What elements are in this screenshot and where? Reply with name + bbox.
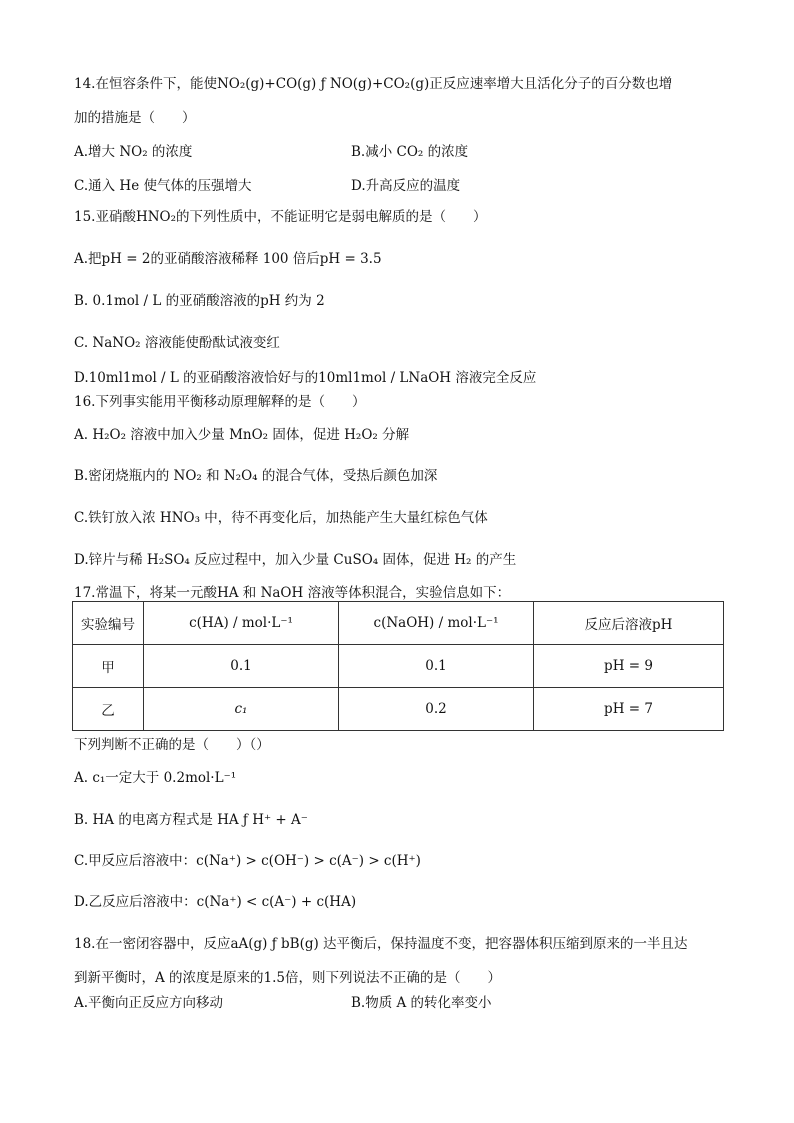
q18-option-a: A.平衡向正反应方向移动 bbox=[74, 995, 224, 1011]
q17-prompt: 下列判断不正确的是（ ）（） bbox=[74, 737, 270, 753]
q16-option-c: C.铁钉放入浓 HNO₃ 中，待不再变化后，加热能产生大量红棕色气体 bbox=[74, 510, 488, 526]
q14-option-d: D.升高反应的温度 bbox=[351, 178, 461, 194]
q15-option-d: D.10ml1mol / L 的亚硝酸溶液恰好与的10ml1mol / LNaOH 溶液完全反应 bbox=[74, 370, 537, 386]
table-cell: 0.1 bbox=[144, 645, 339, 688]
q16-stem: 16.下列事实能用平衡移动原理解释的是（ ） bbox=[74, 394, 366, 410]
header-cell: 反应后溶液pH bbox=[534, 602, 724, 645]
q18-stem-line2: 到新平衡时，A 的浓度是原来的1.5倍，则下列说法不正确的是（ ） bbox=[74, 970, 502, 986]
q14-option-a: A.增大 NO₂ 的浓度 bbox=[74, 144, 193, 160]
q18-option-b: B.物质 A 的转化率变小 bbox=[351, 995, 492, 1011]
table-row bbox=[73, 688, 724, 731]
q15-stem: 15.亚硝酸HNO₂的下列性质中，不能证明它是弱电解质的是（ ） bbox=[74, 209, 487, 225]
q16-option-b: B.密闭烧瓶内的 NO₂ 和 N₂O₄ 的混合气体，受热后颜色加深 bbox=[74, 468, 438, 484]
q17-stem: 17.常温下，将某一元酸HA 和 NaOH 溶液等体积混合，实验信息如下： bbox=[74, 585, 511, 601]
q16-option-d: D.锌片与稀 H₂SO₄ 反应过程中，加入少量 CuSO₄ 固体，促进 H₂ 的产生 bbox=[74, 552, 517, 568]
table-row bbox=[73, 645, 724, 688]
q17-option-a: A. c₁一定大于 0.2mol·L⁻¹ bbox=[74, 770, 237, 786]
table-cell: 0.2 bbox=[339, 688, 534, 731]
q15-option-c: C. NaNO₂ 溶液能使酚酞试液变红 bbox=[74, 335, 280, 351]
table-cell: pH = 7 bbox=[534, 688, 724, 731]
q16-option-a: A. H₂O₂ 溶液中加入少量 MnO₂ 固体，促进 H₂O₂ 分解 bbox=[74, 427, 410, 443]
table-cell: 0.1 bbox=[339, 645, 534, 688]
table-cell: c₁ bbox=[144, 688, 339, 731]
q14-stem-line2: 加的措施是（ ） bbox=[74, 110, 196, 126]
q17-option-d: D.乙反应后溶液中：c(Na⁺) < c(A⁻) + c(HA) bbox=[74, 894, 357, 910]
table-cell: pH = 9 bbox=[534, 645, 724, 688]
table-cell: 甲 bbox=[73, 645, 144, 688]
q14-stem-line1: 14.在恒容条件下，能使NO₂(g)+CO(g) ƒ NO(g)+CO₂(g)正反应速率增大且活化分子的百分数也增 bbox=[74, 76, 673, 92]
q17-option-b: B. HA 的电离方程式是 HA ƒ H⁺ + A⁻ bbox=[74, 812, 308, 828]
header-cell: 实验编号 bbox=[73, 602, 144, 645]
header-cell: c(NaOH) / mol·L⁻¹ bbox=[339, 602, 534, 645]
q14-option-b: B.减小 CO₂ 的浓度 bbox=[351, 144, 469, 160]
table-cell: 乙 bbox=[73, 688, 144, 731]
table-header-row bbox=[73, 602, 724, 645]
q15-option-b: B. 0.1mol / L 的亚硝酸溶液的pH 约为 2 bbox=[74, 293, 325, 309]
header-cell: c(HA) / mol·L⁻¹ bbox=[144, 602, 339, 645]
q14-option-c: C.通入 He 使气体的压强增大 bbox=[74, 178, 252, 194]
experiment-table bbox=[72, 601, 724, 731]
q17-option-c: C.甲反应后溶液中：c(Na⁺) > c(OH⁻) > c(A⁻) > c(H⁺) bbox=[74, 853, 421, 869]
q18-stem-line1: 18.在一密闭容器中，反应aA(g) ƒ bB(g) 达平衡后，保持温度不变，把容器体积压缩到原来的一半且达 bbox=[74, 936, 688, 952]
q15-option-a: A.把pH = 2的亚硝酸溶液稀释 100 倍后pH = 3.5 bbox=[74, 251, 382, 267]
